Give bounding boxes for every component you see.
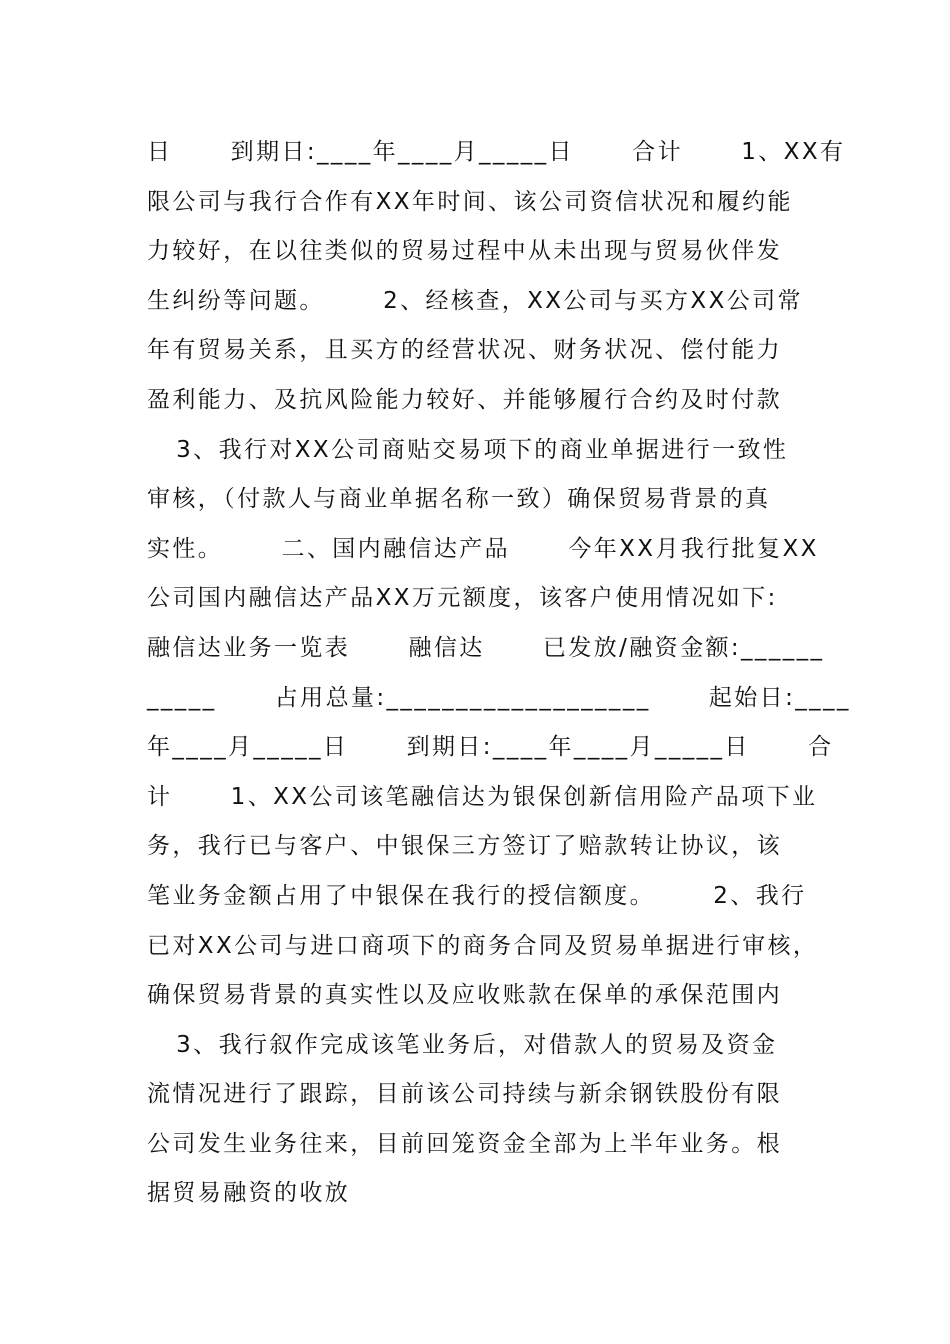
text-line: 限公司与我行合作有XX年时间、该公司资信状况和履约能 — [147, 188, 793, 215]
text-line: 力较好，在以往类似的贸易过程中从未出现与贸易伙伴发 — [147, 238, 782, 265]
text-line: 盈利能力、及抗风险能力较好、并能够履行合约及时付款 — [147, 386, 782, 413]
document-body — [147, 128, 851, 1219]
text-line: 公司国内融信达产品XX万元额度，该客户使用情况如下: — [147, 585, 778, 612]
text-line: 计 1、XX公司该笔融信达为银保创新信用险产品项下业 — [147, 783, 818, 810]
text-line: 日 到期日:____年____月_____日 合计 1、XX有 — [147, 139, 846, 165]
text-line: 年____月_____日 到期日:____年____月_____日 合 — [147, 734, 834, 761]
text-line: 实性。 二、国内融信达产品 今年XX月我行批复XX — [147, 535, 819, 562]
text-line: 流情况进行了跟踪，目前该公司持续与新余钢铁股份有限 — [147, 1081, 782, 1108]
text-line: 审核，（付款人与商业单据名称一致）确保贸易背景的真 — [147, 486, 771, 513]
text-line: 年有贸易关系，且买方的经营状况、财务状况、偿付能力 — [147, 337, 782, 364]
text-line: 3、我行叙作完成该笔业务后，对借款人的贸易及资金 — [147, 1031, 778, 1058]
text-line: 公司发生业务往来，目前回笼资金全部为上半年业务。根 — [147, 1130, 782, 1157]
text-line: 已对XX公司与进口商项下的商务合同及贸易单据进行审核， — [147, 932, 819, 959]
text-line: 据贸易融资的收放 — [147, 1180, 351, 1207]
text-line: 确保贸易背景的真实性以及应收账款在保单的承保范围内 — [147, 982, 782, 1009]
text-line: 务，我行已与客户、中银保三方签订了赔款转让协议，该 — [147, 833, 782, 860]
text-line: 笔业务金额占用了中银保在我行的授信额度。 2、我行 — [147, 882, 807, 909]
text-line: 融信达业务一览表 融信达 已发放/融资金额:______ — [147, 634, 825, 661]
text-line: _____ 占用总量:___________________ 起始日:____ — [147, 684, 851, 711]
text-line: 3、我行对XX公司商贴交易项下的商业单据进行一致性 — [147, 436, 789, 463]
text-line: 生纠纷等问题。 2、经核查，XX公司与买方XX公司常 — [147, 287, 803, 314]
